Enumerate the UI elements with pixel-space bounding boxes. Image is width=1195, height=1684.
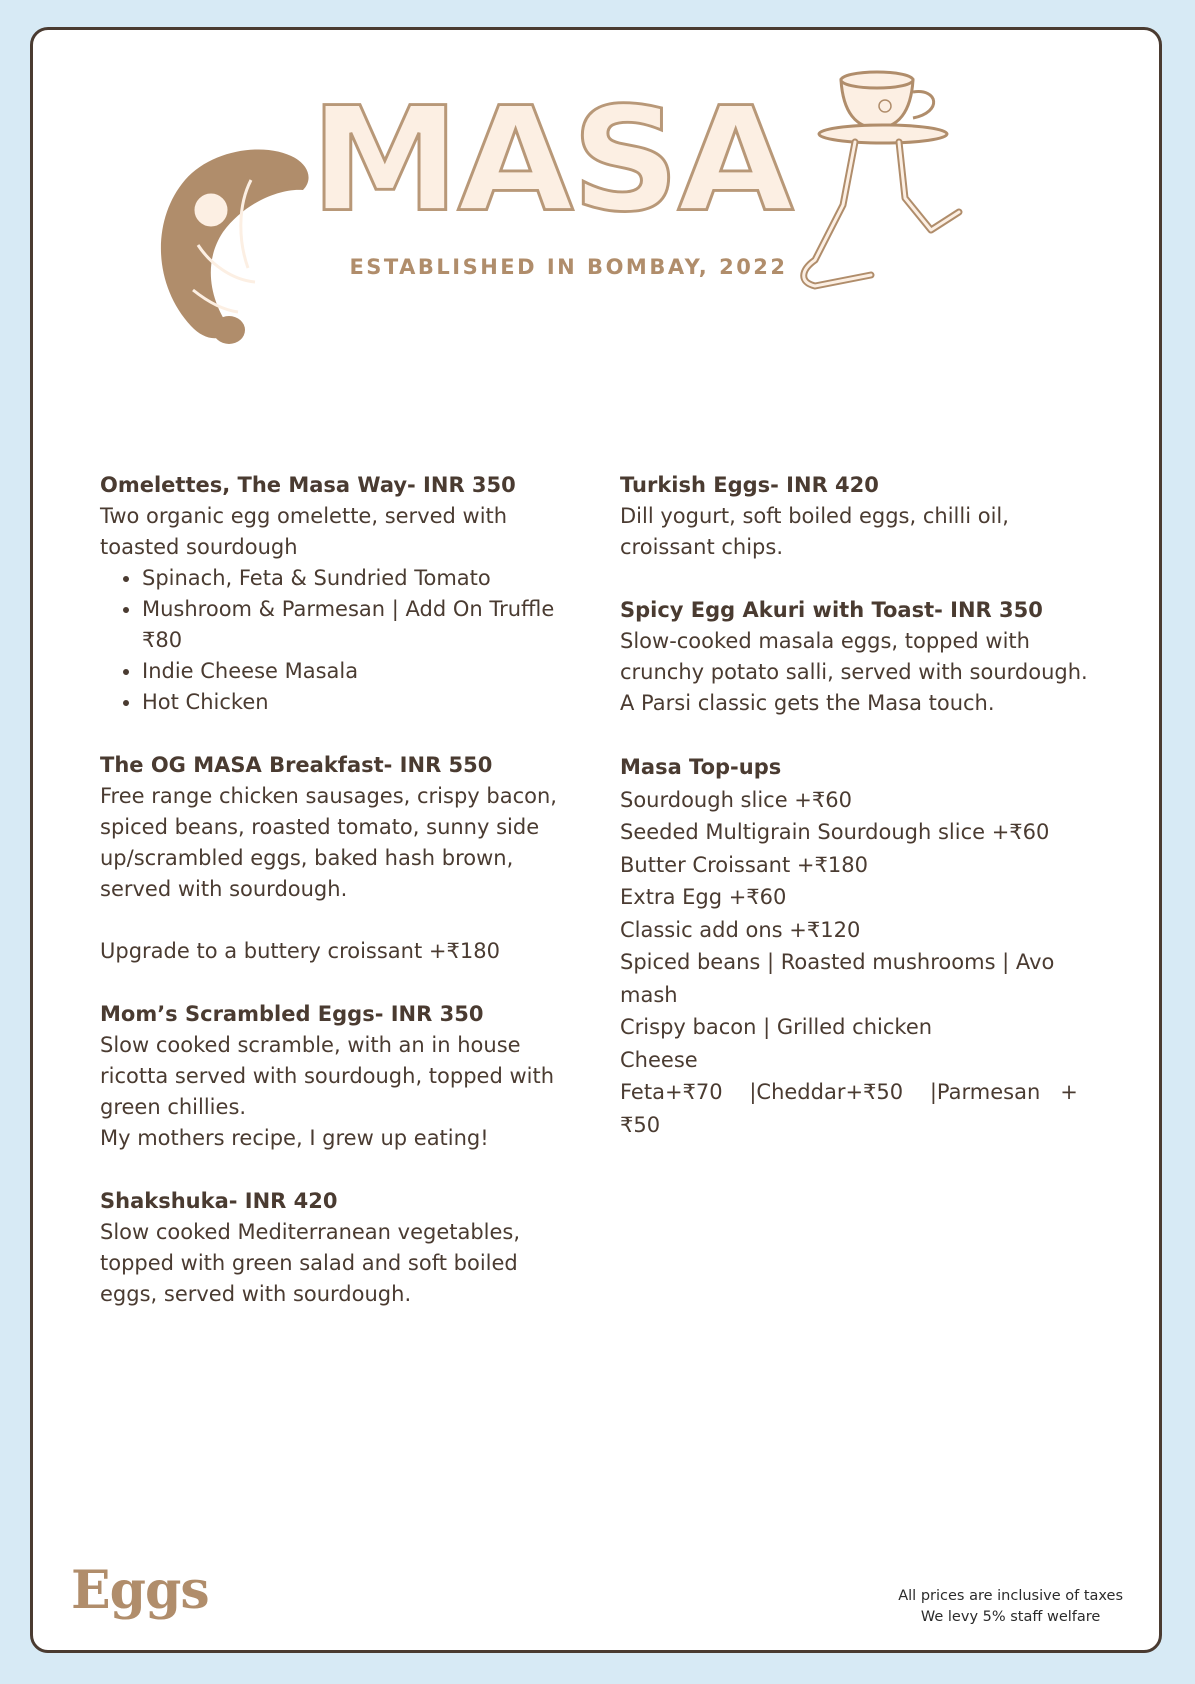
item-title: Shakshuka- INR 420 — [100, 1189, 338, 1213]
brand-wordmark: MASA — [310, 76, 792, 244]
item-title: Spicy Egg Akuri with Toast- INR 350 — [620, 598, 1043, 622]
item-title: Omelettes, The Masa Way- INR 350 — [100, 473, 516, 497]
option-item: • Hot Chicken — [142, 687, 570, 718]
topup-line: Sourdough slice +₹60 — [620, 787, 852, 812]
running-coffee-cup-icon — [804, 72, 959, 286]
option-item: • Spinach, Feta & Sundried Tomato — [142, 563, 570, 594]
menu-item-shakshuka — [100, 1186, 570, 1310]
item-note: My mothers recipe, I grew up eating! — [100, 1126, 489, 1150]
topup-line: Cheese — [620, 1047, 698, 1072]
menu-item-og-breakfast — [100, 750, 570, 967]
section-title: Eggs — [71, 1560, 209, 1621]
item-description: Slow-cooked masala eggs, topped with crunchy potato salli, served with sourdough. A Parsi classic gets the Masa touch. — [620, 629, 1088, 715]
menu-card — [30, 27, 1162, 1653]
topups-title: Masa Top-ups — [620, 755, 782, 779]
item-description: Slow cooked scramble, with an in house ricotta served with sourdough, topped with green chillies. — [100, 1033, 555, 1119]
brand-tagline: ESTABLISHED IN BOMBAY, 2022 — [349, 255, 788, 279]
item-title: Turkish Eggs- INR 420 — [620, 473, 879, 497]
item-note: Upgrade to a buttery croissant +₹180 — [100, 939, 500, 963]
topup-line: Feta+₹70 |Cheddar+₹50 |Parmesan + ₹50 — [620, 1080, 1085, 1137]
left-menu-column — [100, 470, 570, 1342]
item-description: Dill yogurt, soft boiled eggs, chilli oil, croissant chips. — [620, 504, 1009, 559]
item-description: Two organic egg omelette, served with toasted sourdough — [100, 504, 508, 559]
header-art — [33, 30, 1165, 390]
option-item: • Mushroom & Parmesan | Add On Truffle ₹80 — [142, 594, 570, 656]
menu-header — [33, 30, 1159, 390]
option-item: • Indie Cheese Masala — [142, 656, 570, 687]
item-title: The OG MASA Breakfast- INR 550 — [100, 753, 493, 777]
welfare-note-line: We levy 5% staff welfare — [920, 1609, 1101, 1625]
topup-line: Crispy bacon | Grilled chicken — [620, 1015, 933, 1039]
topup-line: Seeded Multigrain Sourdough slice +₹60 — [620, 820, 1050, 844]
right-menu-column — [620, 470, 1100, 1173]
item-title: Mom’s Scrambled Eggs- INR 350 — [100, 1002, 484, 1026]
item-description: Slow cooked Mediterranean vegetables, topped with green salad and soft boiled eggs, served with sourdough. — [100, 1220, 521, 1306]
menu-item-turkish-eggs — [620, 470, 1100, 563]
menu-item-omelettes — [100, 470, 570, 718]
menu-item-egg-akuri — [620, 595, 1100, 719]
omelette-options-list — [100, 563, 570, 718]
tax-note — [898, 1586, 1123, 1628]
topup-line: Butter Croissant +₹180 — [620, 852, 868, 877]
item-description: Free range chicken sausages, crispy bacon, spiced beans, roasted tomato, sunny side up/scrambled eggs, baked hash brown, served with sourdough. — [100, 784, 557, 901]
tax-note-line: All prices are inclusive of taxes — [898, 1588, 1123, 1604]
topup-line: Extra Egg +₹60 — [620, 885, 787, 909]
topup-line: Spiced beans | Roasted mushrooms | Avo mash — [620, 950, 1055, 1007]
croissant-icon — [161, 149, 309, 344]
menu-topups — [620, 751, 1100, 1141]
menu-item-moms-scrambled-eggs — [100, 999, 570, 1154]
topup-line: Classic add ons +₹120 — [620, 917, 861, 942]
